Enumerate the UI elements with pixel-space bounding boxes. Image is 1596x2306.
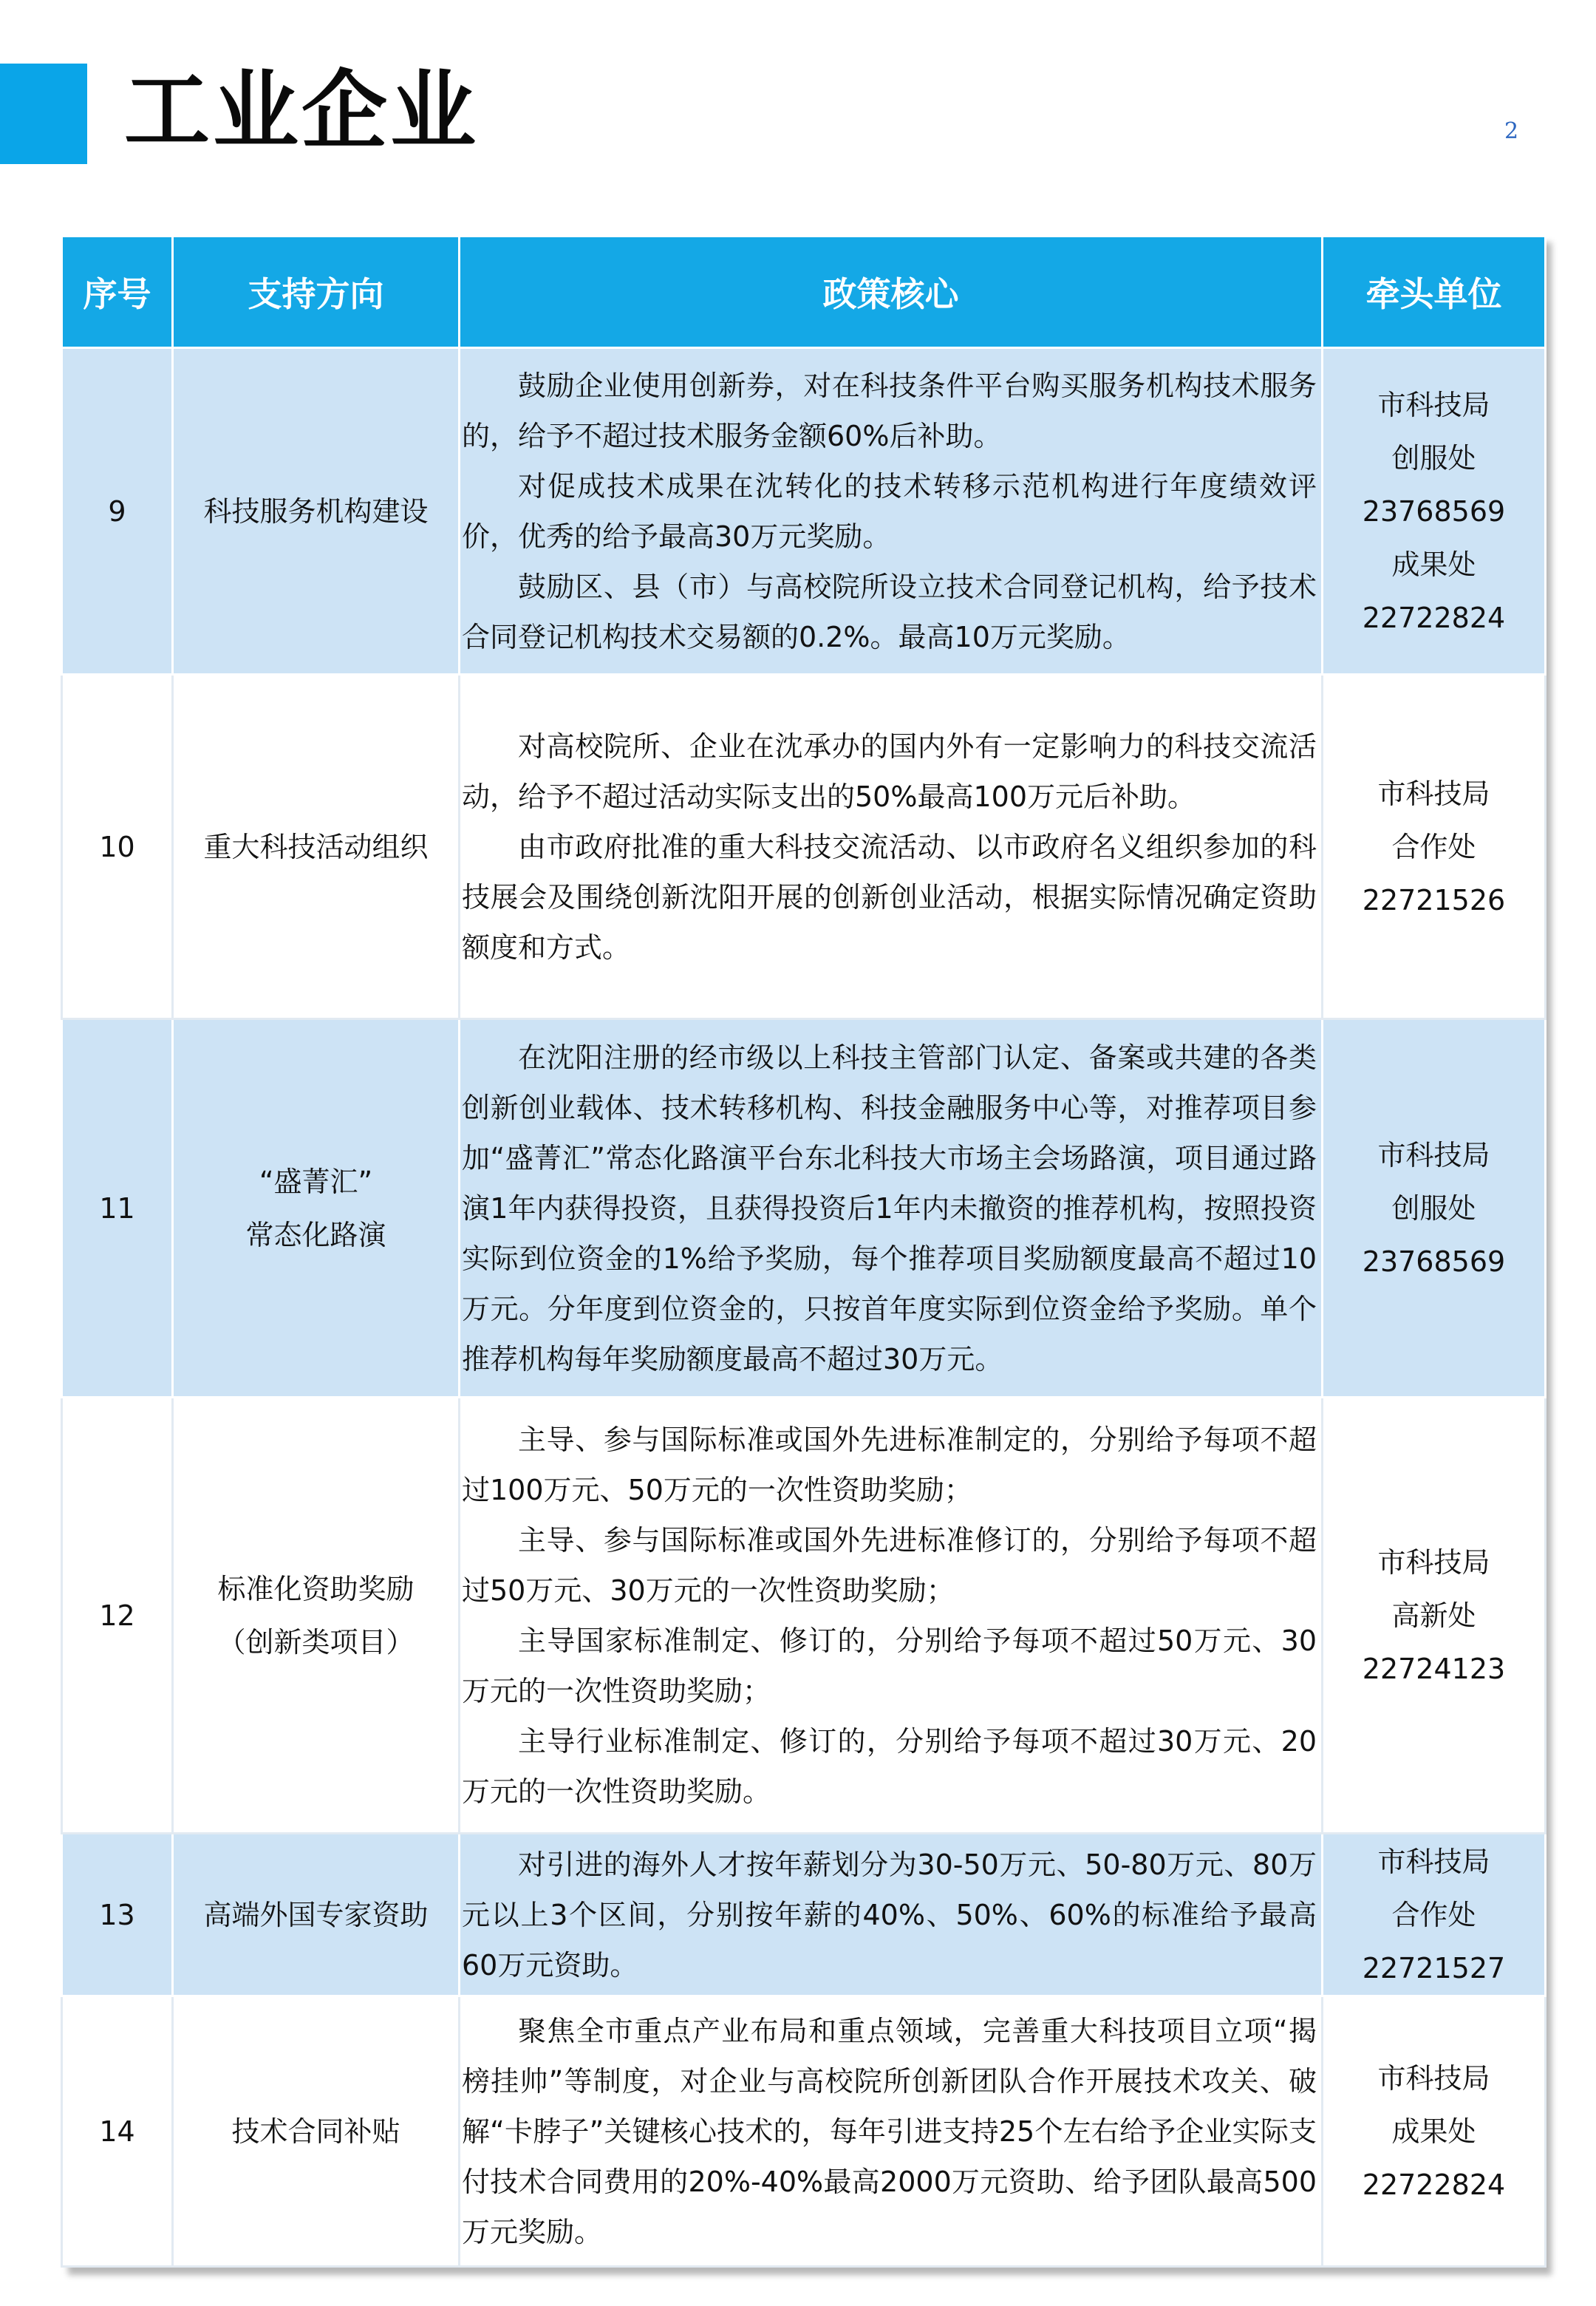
row-number: 10 (62, 675, 173, 1019)
unit-phone: 23768569 (1362, 494, 1506, 528)
policy-core (460, 1834, 1323, 1996)
support-direction (173, 1996, 460, 2267)
unit-line: 市科技局 (1377, 2061, 1490, 2095)
direction-line: 重大科技活动组织 (203, 830, 429, 863)
support-direction (173, 348, 460, 675)
header-no: 序号 (62, 237, 173, 348)
table-row (62, 1834, 1546, 1996)
table-row (62, 1019, 1546, 1398)
direction-line: 标准化资助奖励 (217, 1572, 415, 1605)
lead-unit (1323, 1398, 1546, 1834)
lead-unit (1323, 1834, 1546, 1996)
policy-core (460, 1996, 1323, 2267)
policy-table (61, 235, 1546, 2268)
policy-paragraph: 对引进的海外人才按年薪划分为30-50万元、50-80万元、80万元以上3个区间，分别按年薪的40%、50%、60%的标准给予最高60万元资助。 (462, 1848, 1317, 1982)
unit-phone: 22722824 (1362, 2168, 1506, 2201)
row-number: 12 (62, 1398, 173, 1834)
policy-paragraph: 主导行业标准制定、修订的，分别给予每项不超过30万元、20万元的一次性资助奖励。 (462, 1724, 1317, 1808)
unit-line: 合作处 (1391, 830, 1476, 863)
direction-line: 高端外国专家资助 (203, 1898, 429, 1931)
header-policy: 政策核心 (460, 237, 1323, 348)
policy-paragraph: 聚焦全市重点产业布局和重点领域，完善重大科技项目立项“揭榜挂帅”等制度，对企业与高校院所创新团队合作开展技术攻关、破解“卡脖子”关键核心技术的，每年引进支持25个左右给予企业实际支付技术合同费用的20%-40%最高2000万元资助、给予团队最高500万元奖励。 (462, 2014, 1317, 2248)
lead-unit (1323, 348, 1546, 675)
table-row (62, 348, 1546, 675)
support-direction (173, 1398, 460, 1834)
row-number: 14 (62, 1996, 173, 2267)
unit-line: 成果处 (1391, 548, 1476, 581)
direction-line: “盛菁汇” (259, 1165, 373, 1198)
policy-paragraph: 主导、参与国际标准或国外先进标准制定的，分别给予每项不超过100万元、50万元的一次性资助奖励； (462, 1423, 1317, 1506)
policy-paragraph: 对促成技术成果在沈转化的技术转移示范机构进行年度绩效评价，优秀的给予最高30万元奖励。 (462, 469, 1317, 553)
policy-core (460, 1019, 1323, 1398)
direction-line: （创新类项目） (217, 1625, 415, 1659)
lead-unit (1323, 1996, 1546, 2267)
support-direction (173, 675, 460, 1019)
policy-paragraph: 鼓励企业使用创新券，对在科技条件平台购买服务机构技术服务的，给予不超过技术服务金额60%后补助。 (462, 369, 1317, 452)
support-direction (173, 1834, 460, 1996)
table-header-row (62, 237, 1546, 348)
page-title: 工业企业 (124, 61, 479, 161)
row-number: 9 (62, 348, 173, 675)
unit-phone: 22721526 (1362, 883, 1506, 916)
policy-paragraph: 主导国家标准制定、修订的，分别给予每项不超过50万元、30万元的一次性资助奖励； (462, 1624, 1317, 1707)
unit-phone: 23768569 (1362, 1245, 1506, 1278)
title-accent-block (0, 64, 87, 164)
unit-line: 创服处 (1391, 1191, 1476, 1225)
lead-unit (1323, 675, 1546, 1019)
support-direction (173, 1019, 460, 1398)
direction-line: 常态化路演 (245, 1218, 386, 1251)
unit-line: 成果处 (1391, 2115, 1476, 2148)
unit-line: 市科技局 (1377, 1545, 1490, 1579)
policy-core (460, 348, 1323, 675)
row-number: 11 (62, 1019, 173, 1398)
unit-line: 市科技局 (1377, 1845, 1490, 1878)
direction-line: 科技服务机构建设 (203, 494, 429, 528)
unit-line: 高新处 (1391, 1599, 1476, 1632)
lead-unit (1323, 1019, 1546, 1398)
table-row (62, 1996, 1546, 2267)
unit-line: 市科技局 (1377, 388, 1490, 421)
row-number: 13 (62, 1834, 173, 1996)
unit-line: 市科技局 (1377, 777, 1490, 810)
unit-phone: 22721527 (1362, 1951, 1506, 1984)
unit-phone: 22724123 (1362, 1652, 1506, 1685)
unit-line: 创服处 (1391, 441, 1476, 475)
direction-line: 技术合同补贴 (231, 2115, 400, 2148)
unit-phone: 22722824 (1362, 601, 1506, 634)
table-row (62, 1398, 1546, 1834)
policy-paragraph: 对高校院所、企业在沈承办的国内外有一定影响力的科技交流活动，给予不超过活动实际支出的50%最高100万元后补助。 (462, 729, 1317, 813)
unit-line: 合作处 (1391, 1898, 1476, 1931)
unit-line: 市科技局 (1377, 1138, 1490, 1171)
header-unit: 牵头单位 (1323, 237, 1546, 348)
policy-core (460, 1398, 1323, 1834)
policy-core (460, 675, 1323, 1019)
table-row (62, 675, 1546, 1019)
policy-paragraph: 主导、参与国际标准或国外先进标准修订的，分别给予每项不超过50万元、30万元的一次性资助奖励； (462, 1523, 1317, 1607)
page-number: 2 (1504, 118, 1519, 144)
policy-paragraph: 在沈阳注册的经市级以上科技主管部门认定、备案或共建的各类创新创业载体、技术转移机构、科技金融服务中心等，对推荐项目参加“盛菁汇”常态化路演平台东北科技大市场主会场路演，项目通过路演1年内获得投资，且获得投资后1年内未撤资的推荐机构，按照投资实际到位资金的1%给予奖励，每个推荐项目奖励额度最高不超过10万元。分年度到位资金的，只按首年度实际到位资金给予奖励。单个推荐机构每年奖励额度最高不超过30万元。 (462, 1041, 1317, 1375)
policy-paragraph: 由市政府批准的重大科技交流活动、以市政府名义组织参加的科技展会及围绕创新沈阳开展的创新创业活动，根据实际情况确定资助额度和方式。 (462, 830, 1317, 964)
policy-paragraph: 鼓励区、县（市）与高校院所设立技术合同登记机构，给予技术合同登记机构技术交易额的0.2%。最高10万元奖励。 (462, 570, 1317, 653)
policy-table-container (61, 235, 1544, 2268)
header-direction: 支持方向 (173, 237, 460, 348)
